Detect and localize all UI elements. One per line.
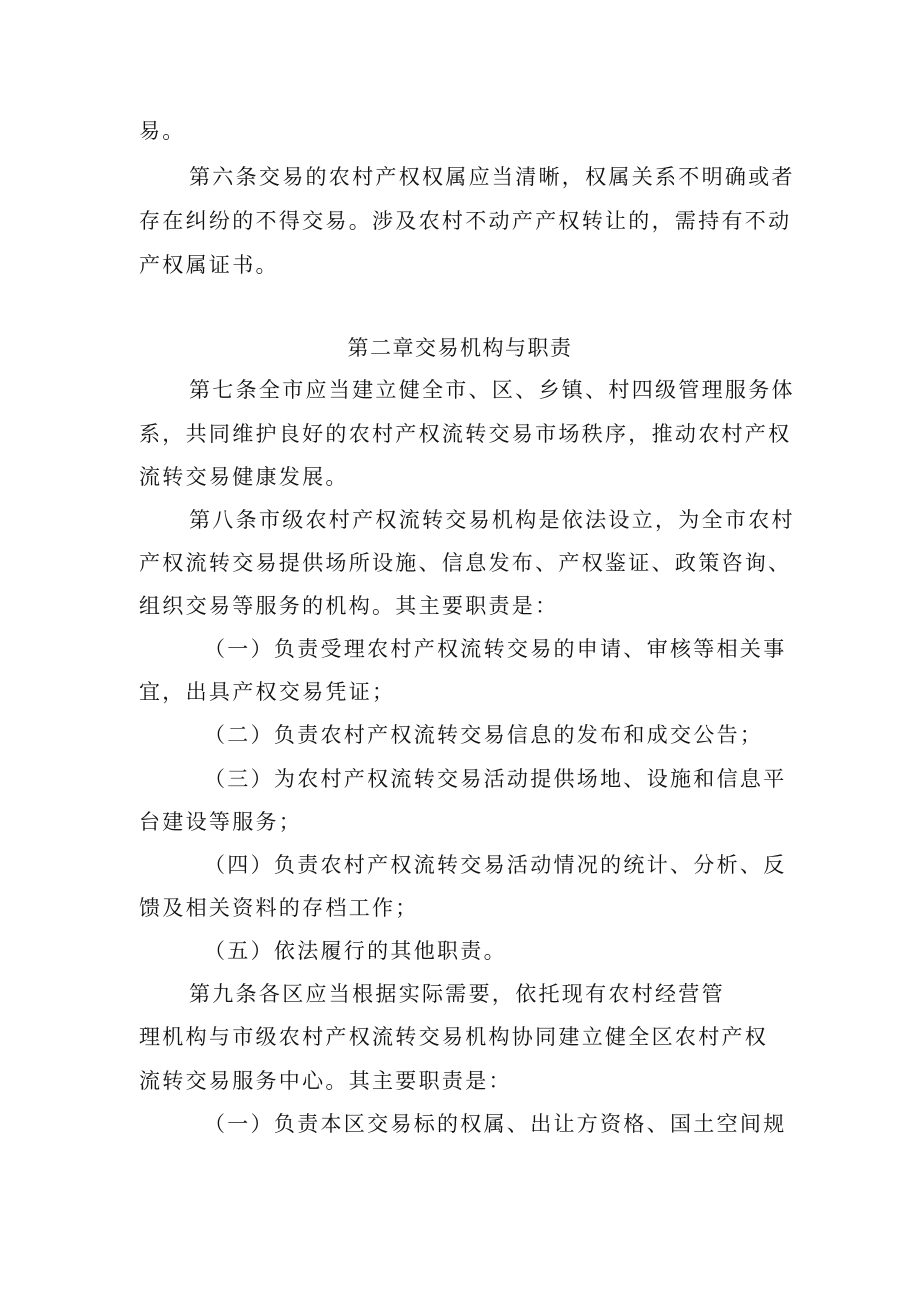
article-6-line-1: 第六条交易的农村产权权属应当清晰，权属关系不明确或者 [189, 165, 795, 189]
article-9-item-1-line-1: （一）负责本区交易标的权属、出让方资格、国土空间规 [204, 1112, 787, 1136]
article-7-line-2: 系，共同维护良好的农村产权流转交易市场秩序，推动农村产权 [139, 422, 792, 446]
article-8-item-3-line-1: （三）为农村产权流转交易活动提供场地、设施和信息平 [204, 767, 787, 791]
text-line-continuation: 易。 [139, 119, 186, 143]
article-8-item-4-line-2: 馈及相关资料的存档工作； [139, 896, 419, 920]
article-7-line-3: 流转交易健康发展。 [139, 465, 349, 489]
article-8-item-3-line-2: 台建设等服务； [139, 810, 303, 834]
article-8-line-3: 组织交易等服务的机构。其主要职责是： [139, 594, 559, 618]
article-9-line-3: 流转交易服务中心。其主要职责是： [139, 1069, 512, 1093]
article-8-item-1-line-2: 宜，出具产权交易凭证； [139, 680, 396, 704]
article-6-line-2: 存在纠纷的不得交易。涉及农村不动产产权转让的，需持有不动 [139, 209, 792, 233]
article-9-line-1: 第九条各区应当根据实际需要，依托现有农村经营管 [189, 982, 725, 1006]
chapter-2-title: 第二章交易机构与职责 [347, 336, 573, 360]
article-8-item-2: （二）负责农村产权流转交易信息的发布和成交公告； [204, 723, 764, 747]
article-9-line-2: 理机构与市级农村产权流转交易机构协同建立健全区农村产权 [139, 1025, 769, 1049]
article-6-line-3: 产权属证书。 [139, 253, 279, 277]
article-8-item-4-line-1: （四）负责农村产权流转交易活动情况的统计、分析、反 [204, 853, 787, 877]
article-7-line-1: 第七条全市应当建立健全市、区、乡镇、村四级管理服务体 [189, 378, 795, 402]
article-8-item-5: （五）依法履行的其他职责。 [204, 939, 507, 963]
article-8-line-2: 产权流转交易提供场所设施、信息发布、产权鉴证、政策咨询、 [139, 551, 792, 575]
article-8-item-1-line-1: （一）负责受理农村产权流转交易的申请、审核等相关事 [204, 637, 787, 661]
article-8-line-1: 第八条市级农村产权流转交易机构是依法设立，为全市农村 [189, 508, 795, 532]
